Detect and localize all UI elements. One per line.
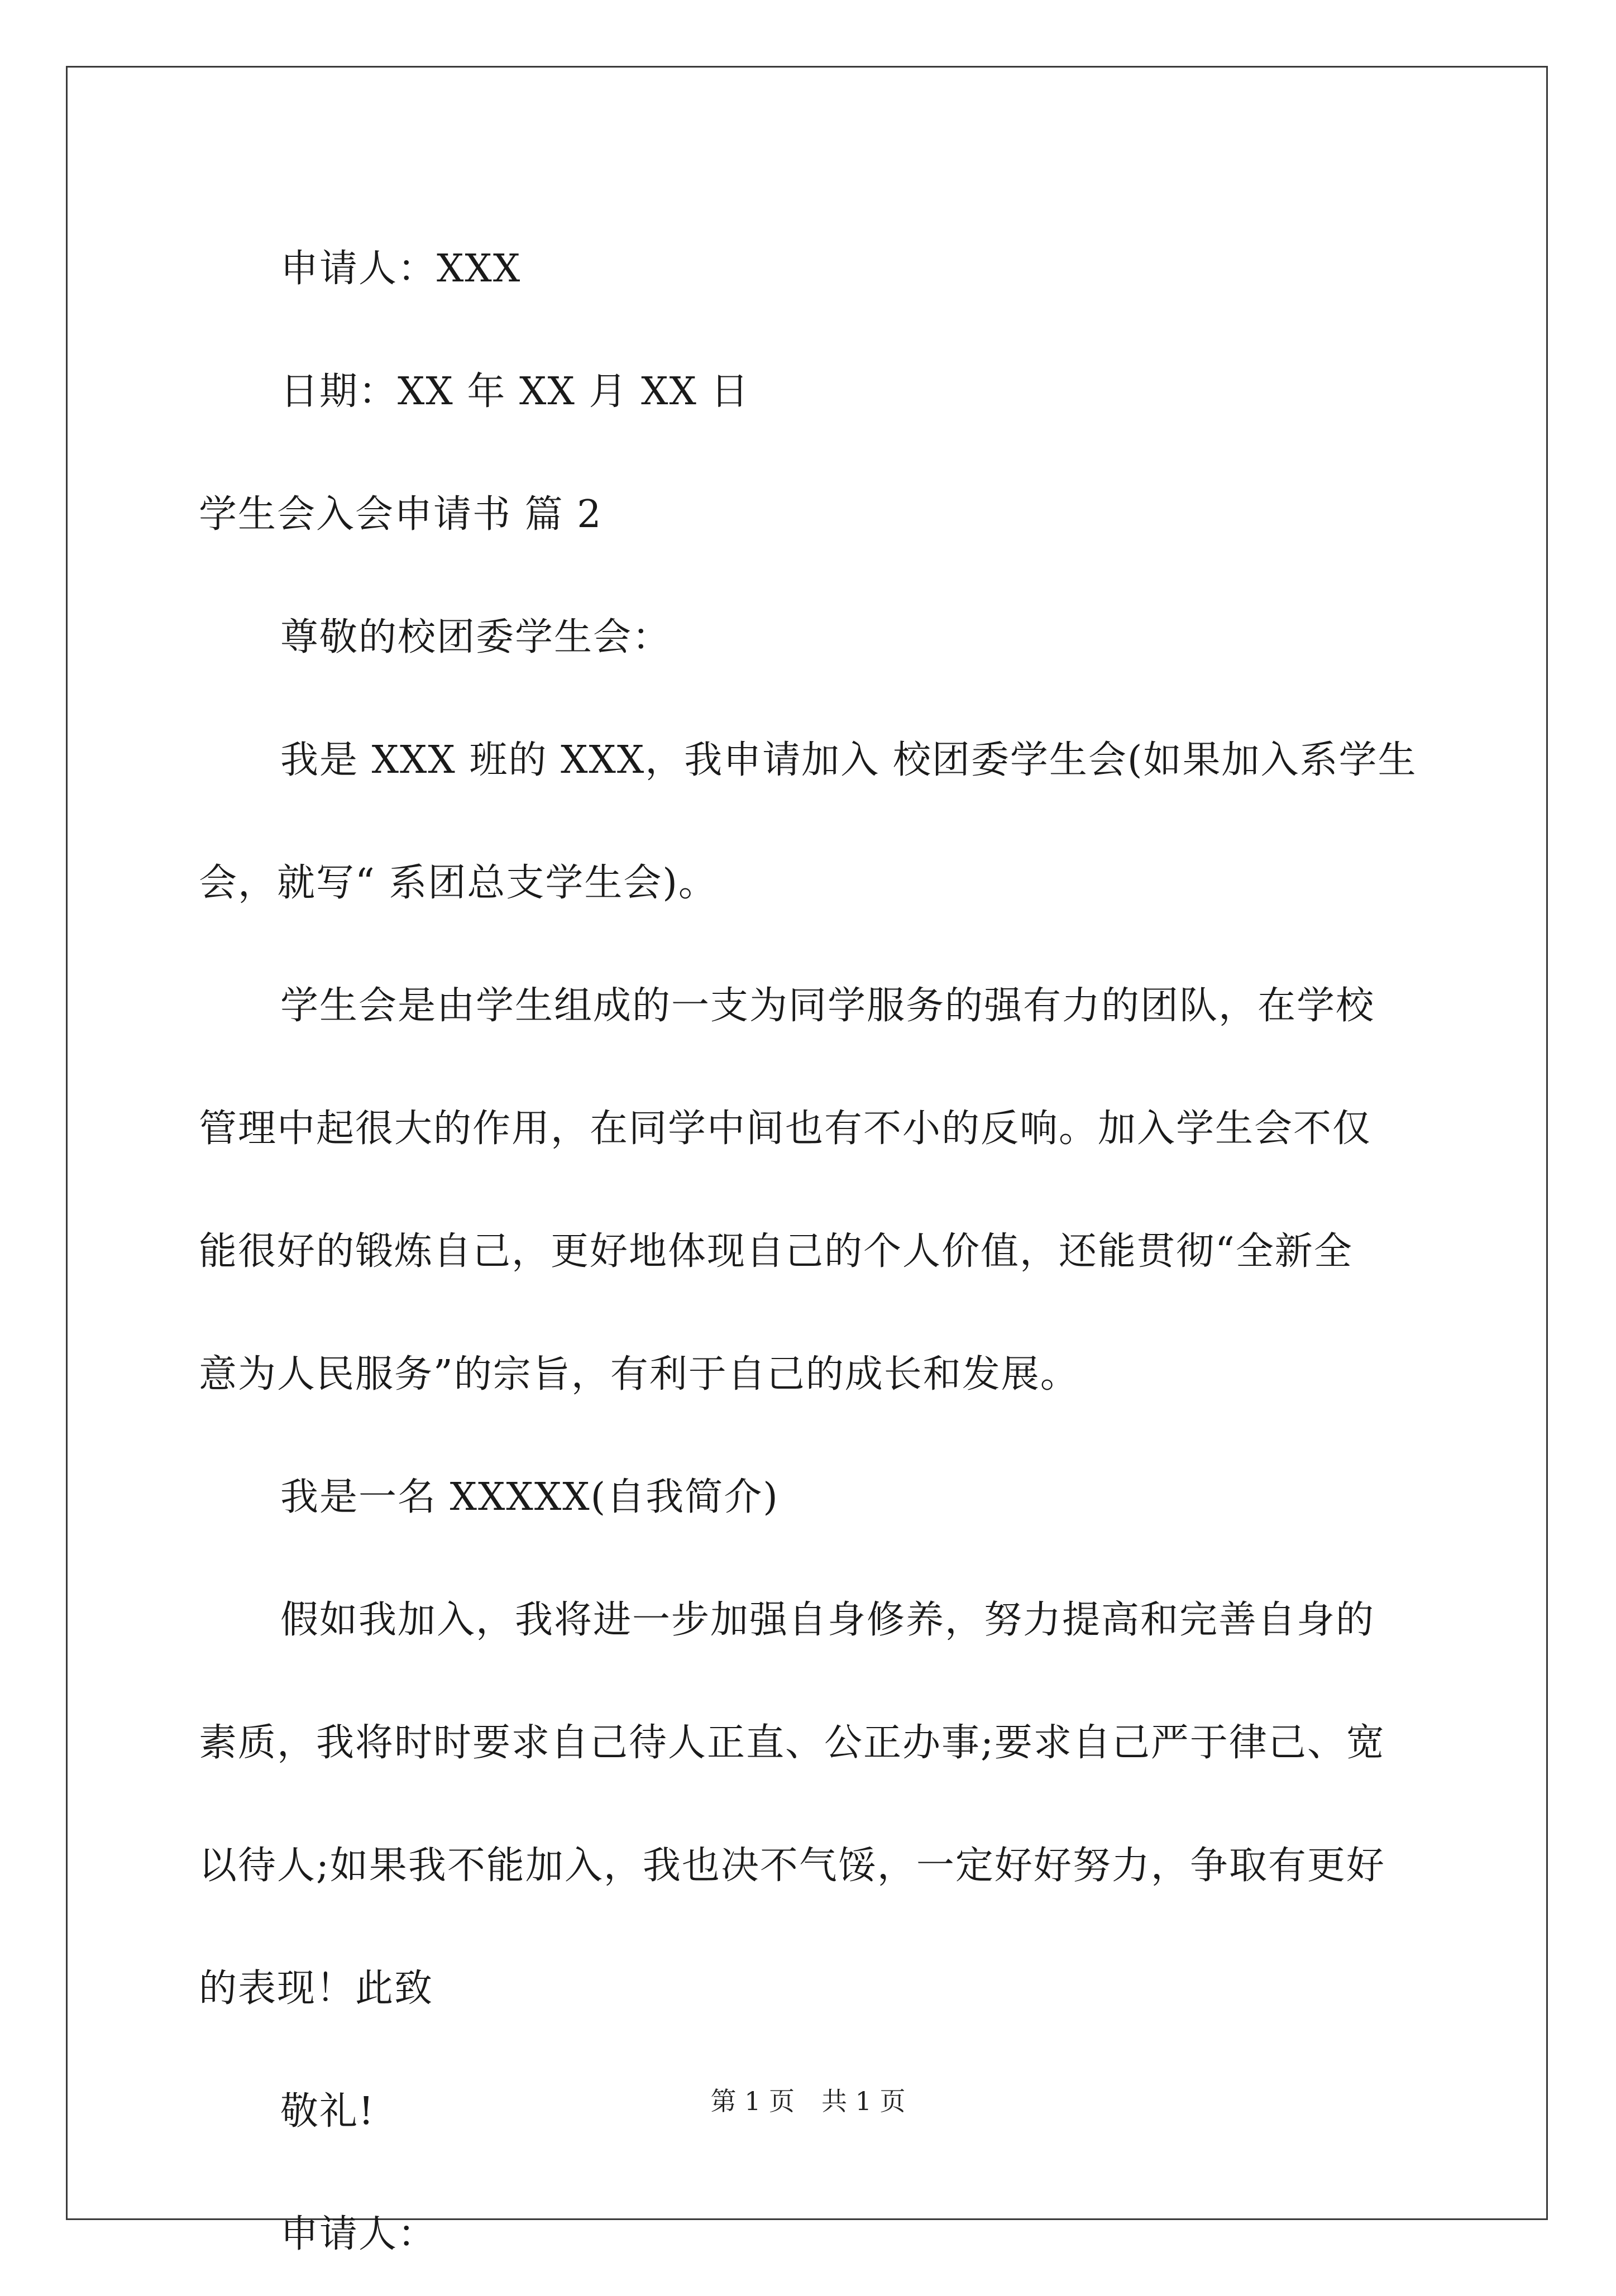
paragraph-line: 学生会是由学生组成的一支为同学服务的强有力的团队，在学校 [280, 984, 1375, 1028]
signature-line: 申请人： [280, 2212, 437, 2256]
paragraph-line: 我是 XXX 班的 XXX，我申请加入 校团委学生会(如果加入系学生 [280, 738, 1417, 782]
paragraph-line: 的表现！此致 [199, 1967, 434, 2011]
closing-line: 敬礼! [280, 2089, 375, 2134]
paragraph-line: 以待人;如果我不能加入，我也决不气馁，一定好好努力，争取有更好 [199, 1844, 1385, 1888]
paragraph-line: 假如我加入，我将进一步加强自身修养，努力提高和完善自身的 [280, 1598, 1375, 1642]
paragraph-line: 意为人民服务”的宗旨，有利于自己的成长和发展。 [199, 1352, 1079, 1396]
salutation: 尊敬的校团委学生会： [280, 615, 672, 659]
section-heading: 学生会入会申请书 篇 2 [199, 492, 603, 537]
document-body [199, 208, 1427, 2296]
paragraph-line: 我是一名 XXXXX(自我简介) [280, 1475, 779, 1519]
paragraph-line: 素质，我将时时要求自己待人正直、公正办事;要求自己严于律己、宽 [199, 1721, 1385, 1765]
page-number: 第 1 页 [710, 2086, 795, 2116]
applicant-line: 申请人：XXX [280, 247, 522, 291]
paragraph-line: 会，就写“ 系团总支学生会)。 [199, 861, 718, 905]
page-total: 共 1 页 [821, 2086, 906, 2116]
page-footer [0, 2084, 1616, 2118]
paragraph-line: 管理中起很大的作用，在同学中间也有不小的反响。加入学生会不仅 [199, 1107, 1372, 1151]
paragraph-line: 能很好的锻炼自己，更好地体现自己的个人价值，还能贯彻“全新全 [199, 1230, 1353, 1274]
date-line: 日期：XX 年 XX 月 XX 日 [280, 370, 750, 414]
